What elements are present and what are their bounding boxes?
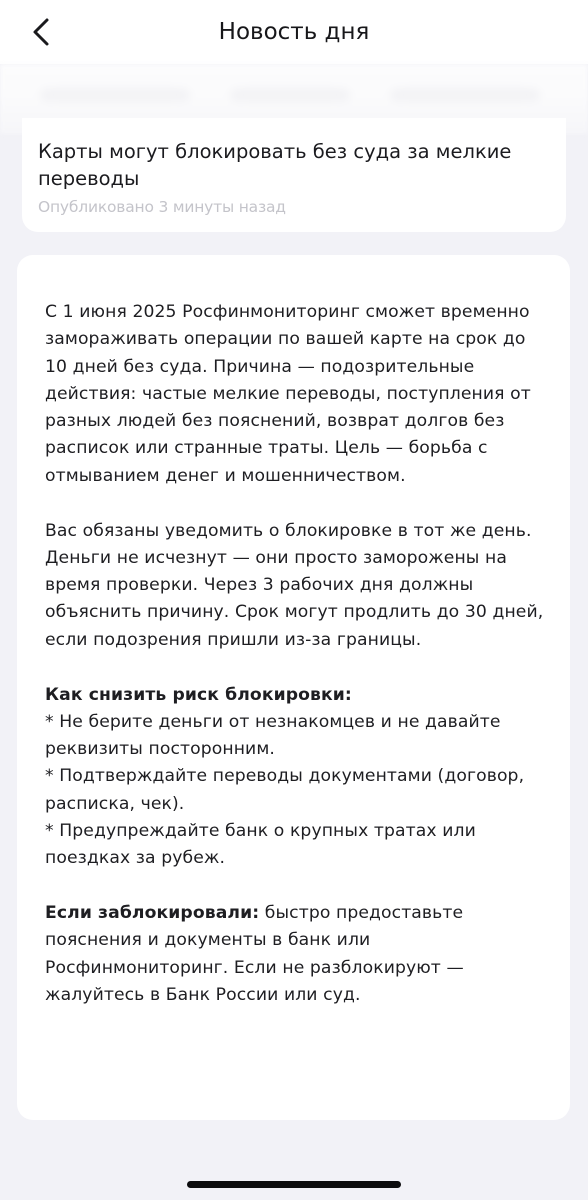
headline-title: Карты могут блокировать без суда за мелкие переводы — [38, 140, 512, 190]
app-header — [0, 0, 588, 64]
tip-item: * Подтверждайте переводы документами (договор, расписка, чек). — [45, 766, 525, 814]
article-card — [17, 255, 570, 1120]
blocked-text: быстро предоставьте пояснения и документы в банк или Росфинмониторинг. Если не разблокируют — жалуйтесь в Банк России или суд. — [45, 903, 464, 1006]
tips-heading-text: Как снизить риск блокировки: — [45, 684, 352, 705]
published-time: Опубликовано 3 минуты назад — [38, 198, 286, 216]
article-paragraph: С 1 июня 2025 Росфинмониторинг сможет временно замораживать операции по вашей карте на срок до 10 дней без суда. Причина — подозрительные действия: частые мелкие переводы, поступления от разных людей без пояснений, возврат долгов без расписок или странные траты. Цель — борьба с отмыванием денег и мошенничеством. — [45, 302, 531, 486]
article-paragraph: Вас обязаны уведомить о блокировке в тот же день. Деньги не исчезнут — они просто заморожены на время проверки. Через 3 рабочих дня должны объяснить причину. Срок могут продлить до 30 дней, если подозрения пришли из-за границы. — [45, 520, 544, 650]
tip-item: * Не берите деньги от незнакомцев и не давайте реквизиты посторонним. — [45, 711, 501, 760]
home-indicator — [187, 1181, 401, 1188]
page-title: Новость дня — [218, 19, 370, 45]
article-body — [45, 299, 545, 1009]
tip-item: * Предупреждайте банк о крупных тратах или поездках за рубеж. — [45, 821, 476, 869]
blocked-label: Если заблокировали: — [45, 903, 260, 924]
blocked-paragraph — [45, 900, 545, 1009]
headline-card[interactable] — [22, 118, 566, 232]
tips-heading — [45, 682, 545, 709]
